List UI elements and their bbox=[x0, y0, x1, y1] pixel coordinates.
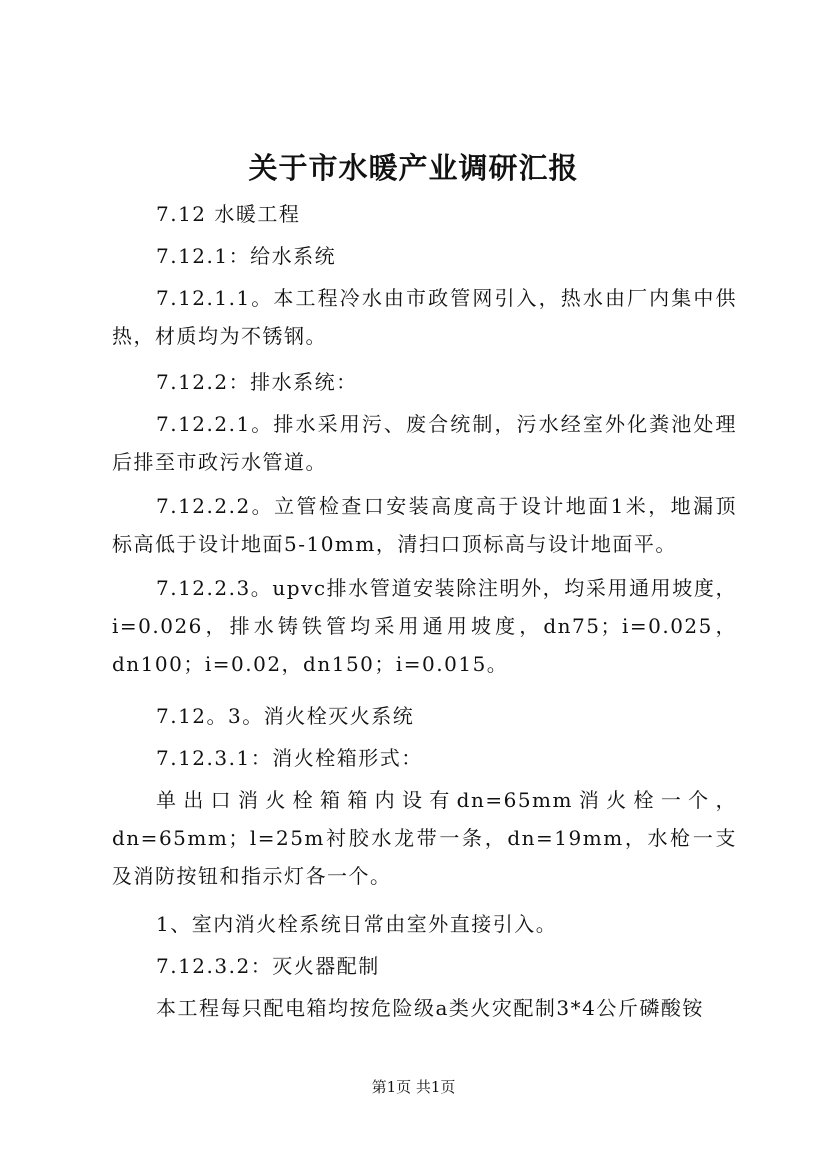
paragraph-section-7-12-2-3: 7.12.2.3。upvc排水管道安装除注明外，均采用通用坡度，i=0.026，排水铸铁管均采用通用坡度，dn75；i=0.025，dn100；i=0.02，dn150；i=0.015。 bbox=[112, 576, 737, 676]
document-title: 关于市水暖产业调研汇报 bbox=[248, 151, 579, 185]
paragraph-hydrant-box: 单出口消火栓箱箱内设有dn=65mm消火栓一个，dn=65mm；l=25m衬胶水龙带一条，dn=19mm，水枪一支及消防按钮和指示灯各一个。 bbox=[112, 788, 737, 888]
paragraph-section-7-12-3: 7.12。3。消火栓灭火系统 bbox=[156, 704, 415, 728]
paragraph-section-7-12-2-1: 7.12.2.1。排水采用污、废合统制，污水经室外化粪池处理后排至市政污水管道。 bbox=[112, 412, 737, 474]
paragraph-indoor-hydrant: 1、室内消火栓系统日常由室外直接引入。 bbox=[156, 912, 558, 936]
page-footer: 第1页 共1页 bbox=[371, 1078, 456, 1096]
paragraph-section-7-12-1-1: 7.12.1.1。本工程冷水由市政管网引入，热水由厂内集中供热，材质均为不锈钢。 bbox=[112, 286, 737, 348]
paragraph-extinguisher: 本工程每只配电箱均按危险级a类火灾配制3*4公斤磷酸铵 bbox=[156, 996, 704, 1020]
paragraph-section-7-12-3-2: 7.12.3.2：灭火器配制 bbox=[156, 954, 380, 978]
paragraph-section-7-12-2-2: 7.12.2.2。立管检查口安装高度高于设计地面1米，地漏顶标高低于设计地面5-10mm，清扫口顶标高与设计地面平。 bbox=[112, 494, 737, 556]
paragraph-section-7-12: 7.12 水暖工程 bbox=[156, 202, 301, 226]
paragraph-section-7-12-1: 7.12.1：给水系统 bbox=[156, 244, 337, 268]
paragraph-section-7-12-2: 7.12.2：排水系统： bbox=[156, 370, 358, 394]
paragraph-section-7-12-3-1: 7.12.3.1：消火栓箱形式： bbox=[156, 746, 423, 770]
